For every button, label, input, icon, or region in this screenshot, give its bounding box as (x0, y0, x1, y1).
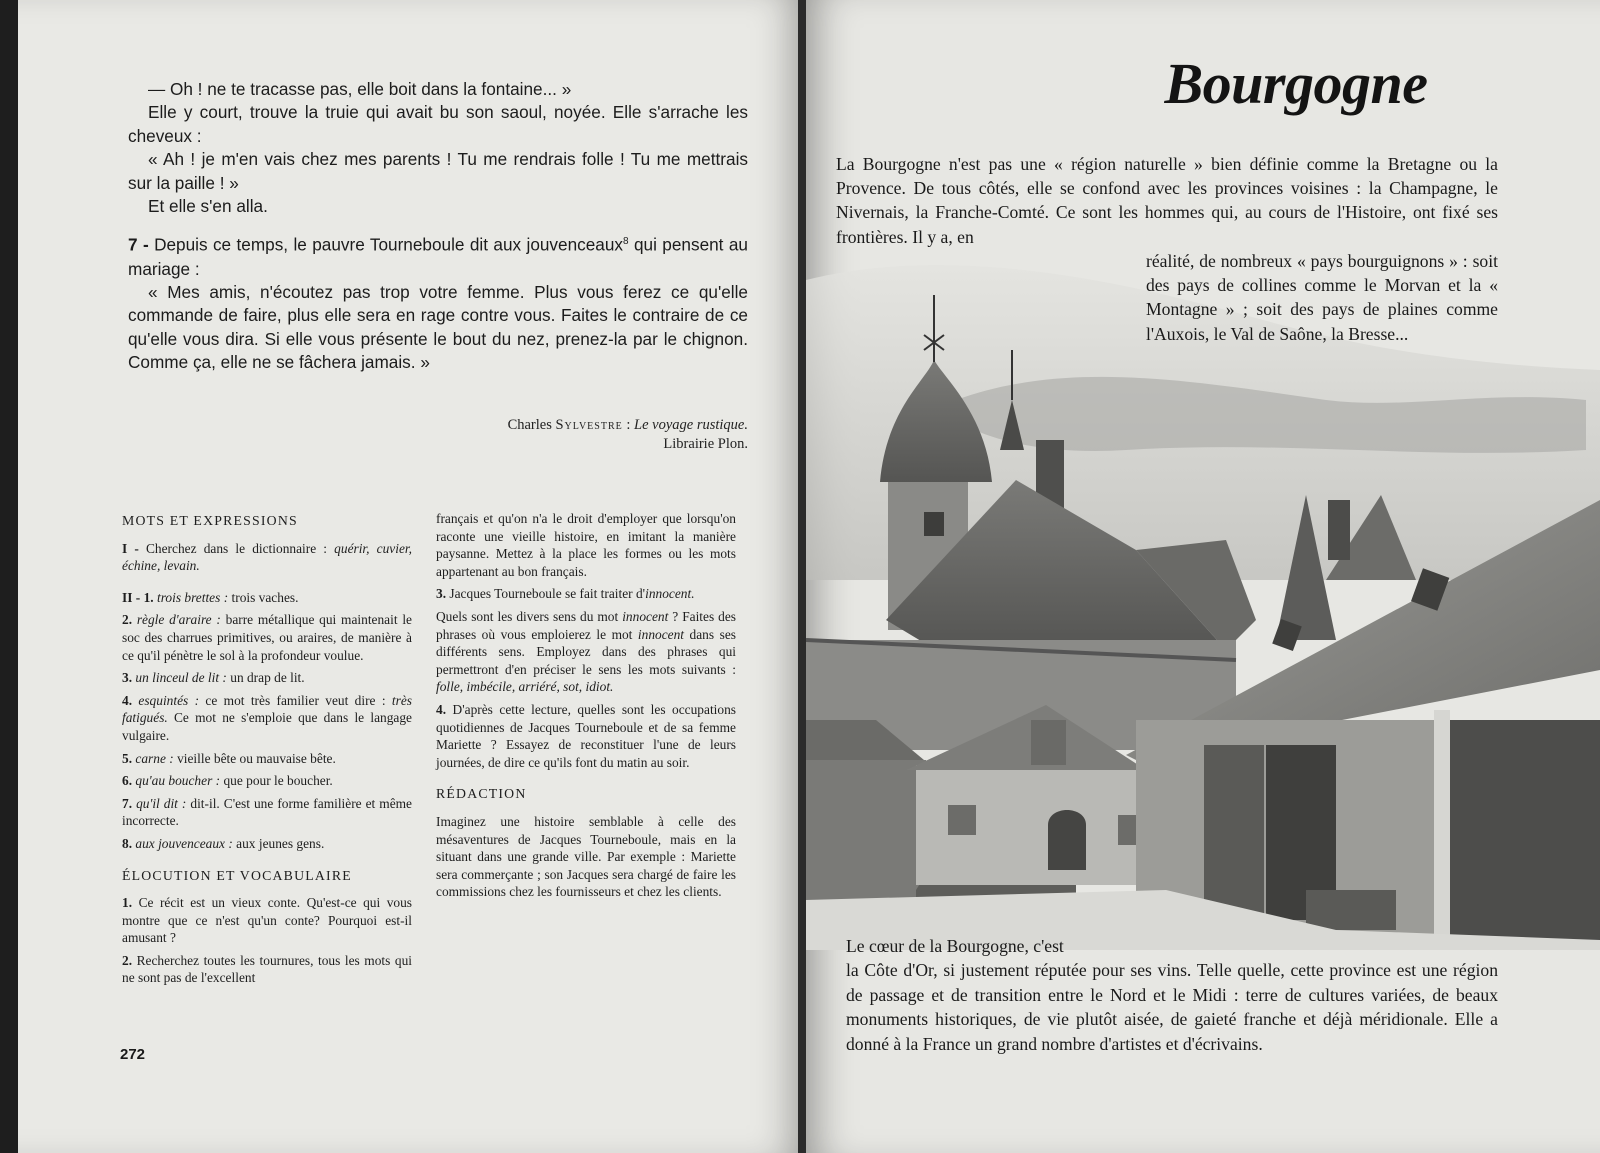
exercise-item (436, 585, 736, 603)
redaction-heading: RÉDACTION (436, 786, 527, 802)
story-line: Et elle s'en alla. (148, 196, 268, 217)
paragraph-text: Depuis ce temps, le pauvre Tourneboule dit aux jouvenceaux (154, 235, 624, 256)
redaction-text: Imaginez une histoire semblable à celle des mésaventures de Jacques Tourneboule, mais en la situant dans une grande ville. Par exemple : Mariette sera commerçante ; son Jacques sera chargé de faire les commissions chez les fournisseurs et chez les clients. (436, 813, 736, 900)
left-page (18, 0, 804, 1153)
item-text: ? Faites des phrases où vous emploierez le mot (436, 608, 736, 642)
paragraph-number: 7 - (128, 235, 149, 256)
item-number: 2. (122, 612, 133, 628)
intro-paragraph: La Bourgogne n'est pas une « région naturelle » bien définie comme la Bretagne ou la Provence. De tous côtés, elle se confond avec les provinces voisines : la Champagne, le Nivernais, la Franche-Comté. Ce sont les hommes qui, au cours de l'Histoire, ont fixé ses frontières. Il y a, en (836, 153, 1498, 247)
exercise-continuation: français et qu'on n'a le droit d'employer que lorsqu'on raconte une vieille histoire, en imitant la manière paysanne. Mettez à la place les formes ou les mots appartenant au bon français. (436, 511, 736, 579)
item-definition: ce mot très familier veut dire : (205, 692, 386, 708)
barn-opening (1204, 745, 1264, 915)
story-line: « Ah ! je m'en vais chez mes parents ! Tu me rendrais folle ! Tu me mettrais sur la paille ! » (128, 149, 748, 193)
item-number: 6. (122, 773, 133, 789)
exercise-item (122, 540, 412, 575)
author-last-name: Sylvestre (555, 417, 623, 433)
item-definition: trois vaches. (231, 589, 299, 605)
item-italic: très fatigués. (122, 692, 412, 726)
illustration (806, 250, 1600, 950)
item-number: 4. (436, 701, 447, 717)
item-text: Cherchez dans le dictionnaire : (145, 540, 328, 556)
dormer (1031, 720, 1066, 765)
item-definition: barre métallique qui maintenait le soc des charrues primitives, ou araires, de manière à ce qu'il pénètre le sol à la profondeur voulue. (122, 612, 412, 663)
exercise-column-1 (122, 510, 412, 992)
page-number: 272 (120, 1046, 146, 1063)
item-number: I - (122, 540, 139, 556)
item-term: esquintés : (138, 692, 200, 708)
mots-heading: MOTS ET EXPRESSIONS (122, 513, 298, 528)
item-number: 7. (122, 795, 133, 811)
story-text (128, 78, 748, 375)
item-number: 3. (436, 586, 447, 602)
story-line: — Oh ! ne te tracasse pas, elle boit dans la fontaine... » (148, 79, 572, 99)
exercise-item (122, 835, 412, 853)
item-number: 8. (122, 835, 133, 851)
item-number: 2. (122, 952, 133, 968)
item-number: 4. (122, 692, 133, 708)
tower-window (924, 512, 944, 536)
item-italic: innocent. (645, 586, 695, 602)
exercise-item (122, 611, 412, 664)
item-number: 3. (122, 670, 133, 686)
item-term: aux jouvenceaux : (135, 835, 233, 851)
item-term: règle d'araire : (136, 612, 221, 628)
item-text: Recherchez toutes les tournures, tous les mots qui ne sont pas de l'excellent (122, 952, 412, 986)
elocution-heading: ÉLOCUTION ET VOCABULAIRE (122, 867, 352, 883)
item-text: Quels sont les divers sens du mot (436, 608, 619, 624)
window (948, 805, 976, 835)
item-italic: innocent (622, 608, 669, 624)
story-line: Elle y court, trouve la truie qui avait bu son saoul, noyée. Elle s'arrache les cheveux : (128, 102, 748, 146)
closing-first-line: Le cœur de la Bourgogne, c'est (846, 936, 1064, 956)
source-citation: Charles Sylvestre : Le voyage rustique. Librairie Plon. (358, 416, 748, 454)
cart (1306, 890, 1396, 930)
barn-post (1434, 710, 1450, 950)
shed (806, 760, 926, 920)
item-term: carne : (135, 750, 174, 766)
paragraph-quote: « Mes amis, n'écoutez pas trop votre femme. Plus vous ferez ce qu'elle commande de faire, plus elle sera en rage contre vous. Faites le contraire de ce qu'elle vous dira. Si elle vous présente le bout du nez, prenez-la par le chignon. Comme ça, elle ne se fâchera jamais. » (128, 281, 748, 373)
item-text: Jacques Tourneboule se fait traiter d' (449, 586, 646, 602)
paragraph-text: qui pensent au mariage : (128, 235, 748, 279)
item-definition: Ce mot ne s'emploie que dans le langage vulgaire. (122, 710, 412, 743)
item-words: quérir, cuvier, échine, levain. (122, 540, 412, 574)
exercise-item (122, 952, 412, 987)
item-definition: vieille bête ou mauvaise bête. (177, 750, 336, 766)
item-term: qu'au boucher : (135, 773, 221, 789)
exercise-item (122, 589, 412, 607)
closing-paragraph (846, 934, 1498, 1056)
footnote-ref: 8 (623, 236, 629, 248)
intro-paragraph-continued: réalité, de nombreux « pays bourguignons » : soit des pays de collines comme le Morvan et la « Montagne » ; soit des pays de plaines comme l'Auxois, le Val de Saône, la Bresse... (1146, 250, 1498, 344)
item-text: D'après cette lecture, quelles sont les occupations quotidiennes de Jacques Tourneboule et de sa femme Mariette ? Essayez de reconstituer l'une de leurs journées, de dire ce qu'ils font du matin au soir. (436, 701, 736, 770)
item-definition: que pour le boucher. (223, 773, 333, 789)
door-arch (1048, 810, 1086, 870)
item-number: 5. (122, 750, 133, 766)
item-number: 1. (122, 895, 133, 911)
item-term: trois brettes : (156, 589, 229, 605)
exercise-item (122, 669, 412, 687)
exercise-item (122, 894, 412, 947)
page-title: Bourgogne (1164, 51, 1428, 116)
exercise-item (122, 750, 412, 768)
exercise-item (436, 701, 736, 771)
exercise-item (122, 772, 412, 790)
item-italic: folle, imbécile, arriéré, sot, idiot. (436, 679, 614, 695)
closing-text: la Côte d'Or, si justement réputée pour ses vins. Telle quelle, cette province est une région de passage et de transition entre le Nord et le Midi : terre de cultures variées, de beaux monuments historiques, de vie plutôt aisée, de gaieté franche et déjà méridionale. Elle a donné à la France un grand nombre d'artistes et d'écrivains. (846, 960, 1498, 1054)
right-page (806, 0, 1600, 1153)
item-term: un linceul de lit : (135, 670, 227, 686)
item-text: Ce récit est un vieux conte. Qu'est-ce qui vous montre que ce n'est qu'un conte? Pourquoi est-il amusant ? (122, 895, 412, 946)
item-number: II - 1. (122, 589, 154, 605)
item-definition: aux jeunes gens. (236, 835, 325, 851)
exercise-item (122, 795, 412, 830)
item-definition: un drap de lit. (230, 670, 305, 686)
item-italic: innocent (637, 626, 685, 642)
exercise-column-2 (436, 510, 736, 906)
exercise-item (122, 692, 412, 745)
exercise-item (436, 608, 736, 696)
paragraph-7 (128, 230, 748, 281)
author-first-name: Charles (507, 417, 552, 433)
item-text: dans ses différents sens. Employez dans des phrases qui permettront d'en préciser le sens les mots suivants : (436, 626, 736, 677)
chimney (1328, 500, 1350, 560)
item-definition: dit-il. C'est une forme familière et même incorrecte. (122, 795, 412, 829)
publisher: Librairie Plon. (663, 436, 748, 452)
item-term: qu'il dit : (136, 795, 187, 811)
book-title: Le voyage rustique. (634, 417, 748, 433)
barn-dark (1450, 720, 1600, 950)
